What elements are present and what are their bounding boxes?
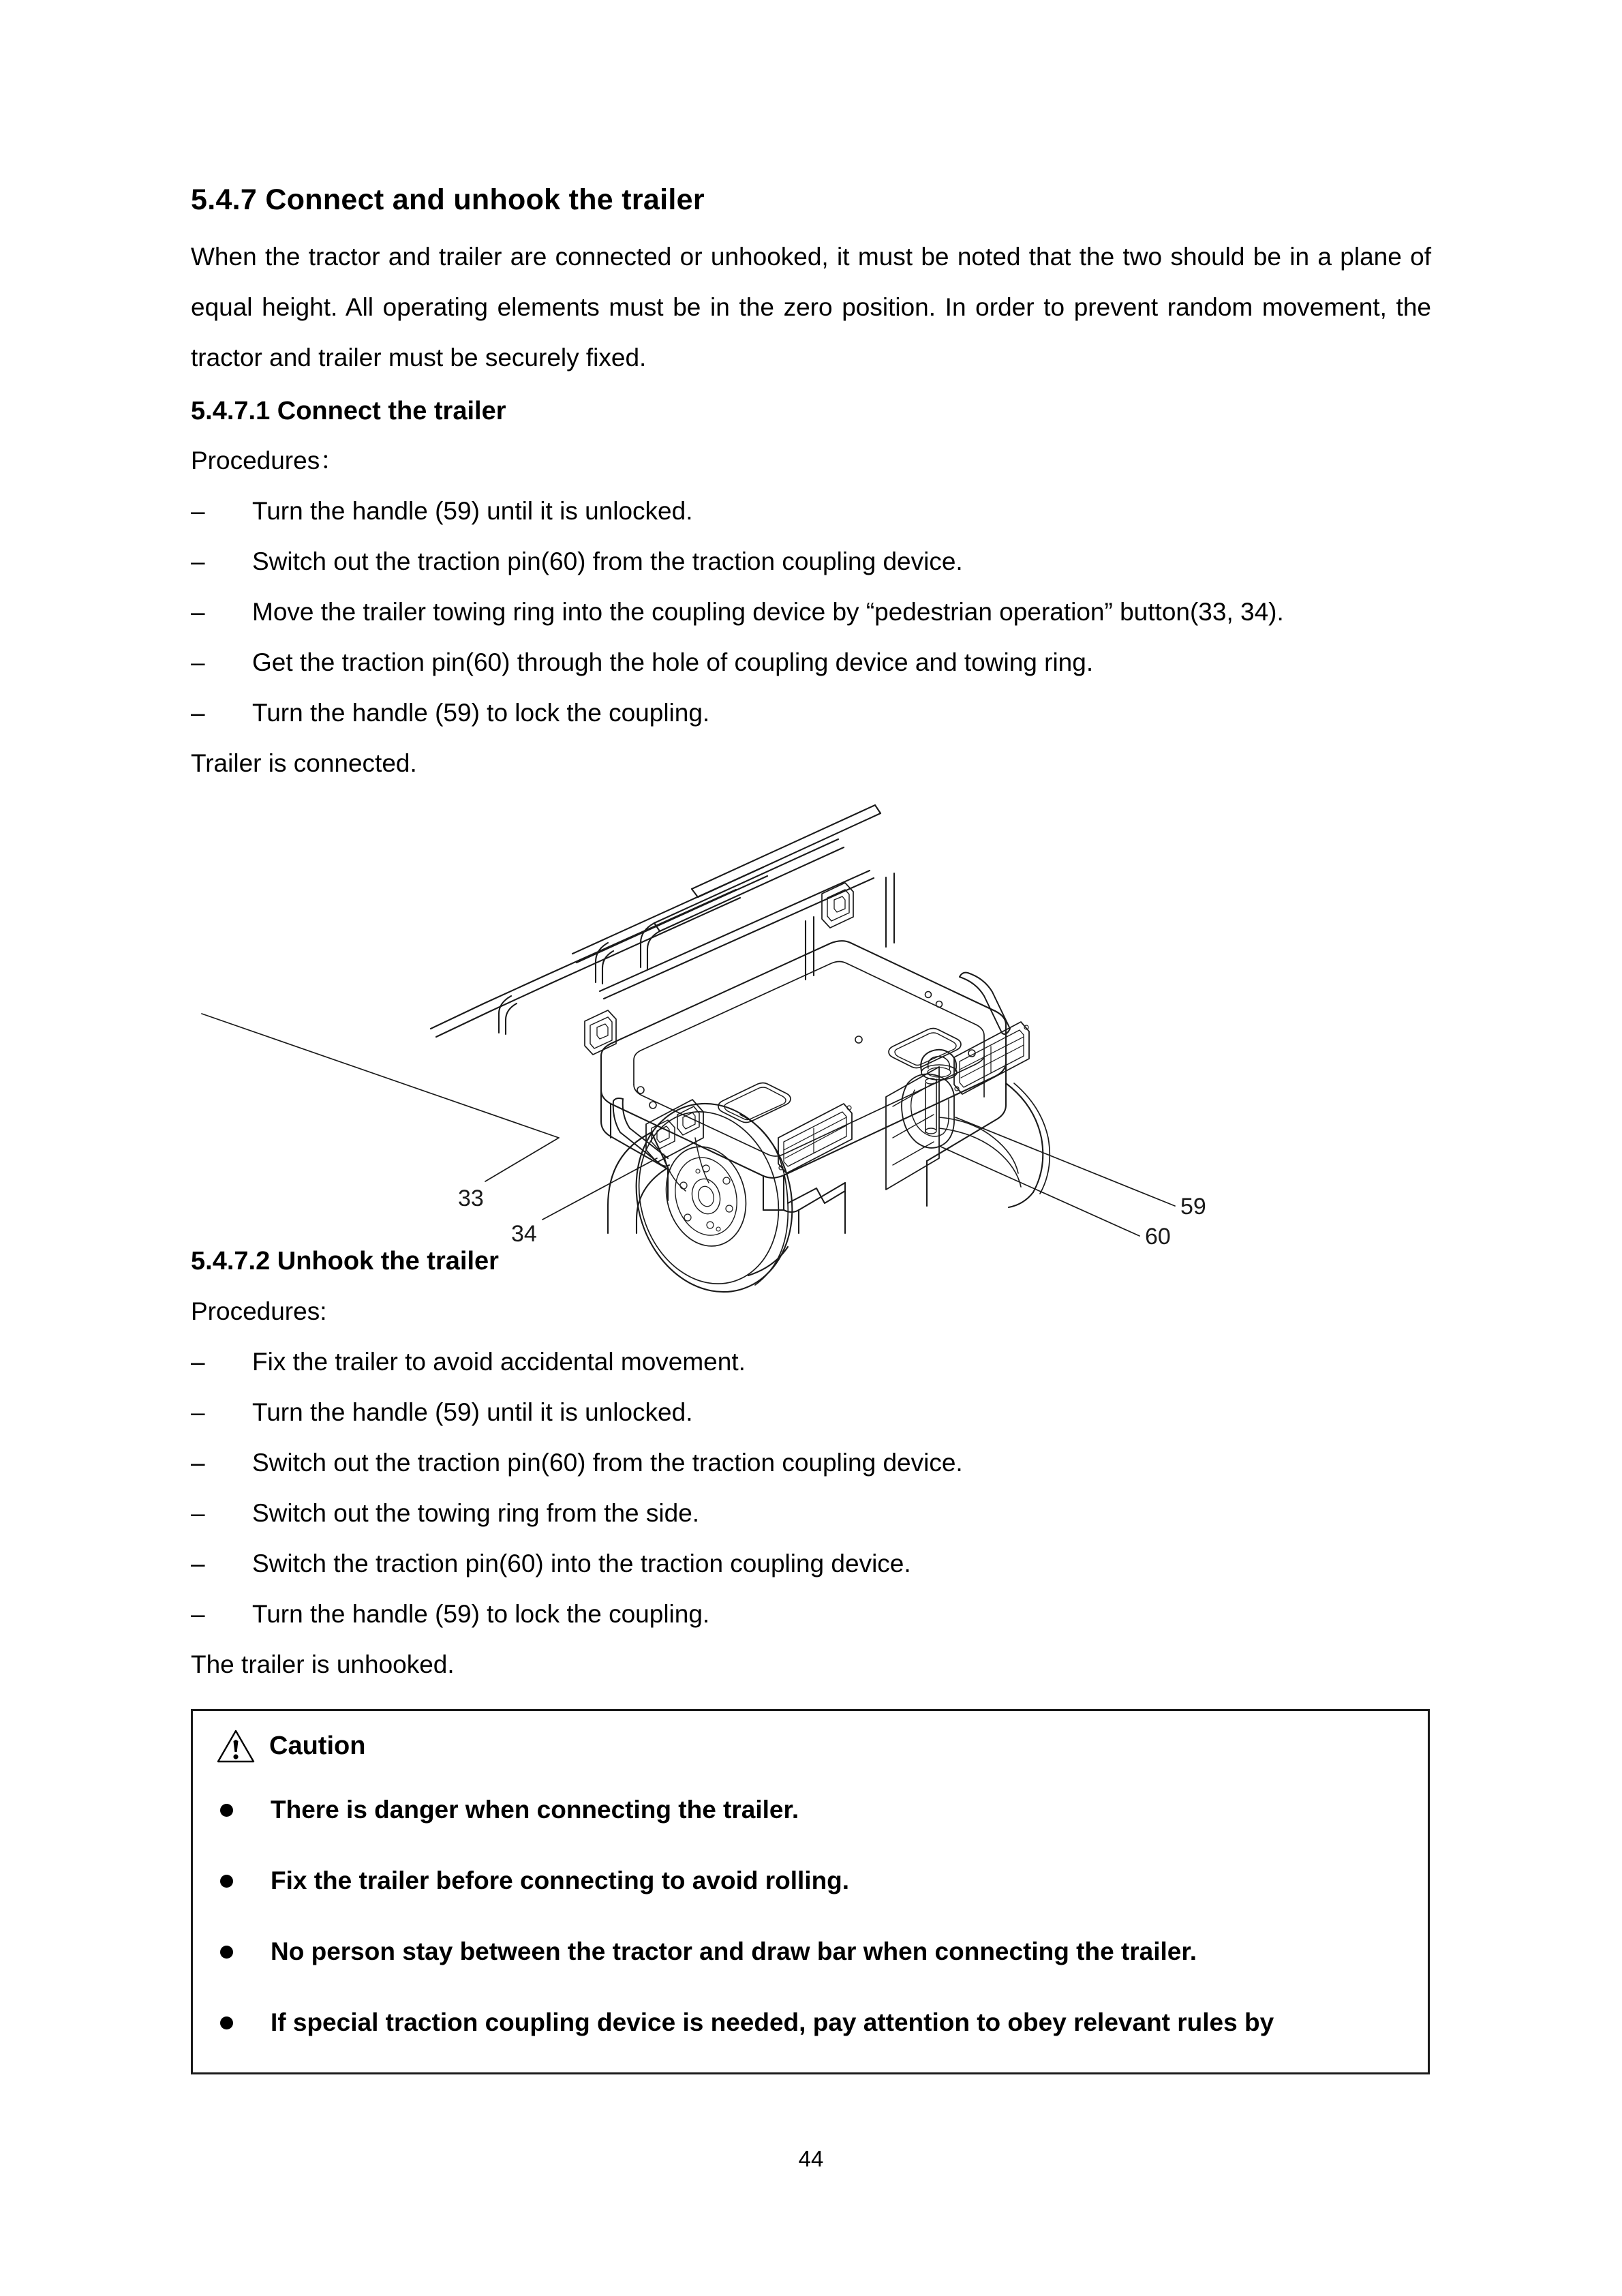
dash-marker: –: [191, 648, 205, 677]
page-number: 44: [798, 2146, 824, 2171]
list-item: [191, 587, 1431, 637]
list-item: [216, 1996, 1405, 2049]
list-item: [191, 486, 1431, 537]
dash-marker: –: [191, 547, 205, 576]
list-item-label: Switch out the towing ring from the side.: [252, 1498, 700, 1527]
callout-label-33: 33: [458, 1185, 484, 1212]
list-item-label: If special traction coupling device is needed, pay attention to obey relevant rules by: [271, 2008, 1274, 2036]
list-item-label: Move the trailer towing ring into the coupling device by “pedestrian operation” button(33, 34).: [252, 598, 1284, 626]
dash-marker: –: [191, 1599, 205, 1628]
dash-marker: –: [191, 1347, 205, 1376]
caution-items-list: [216, 1783, 1405, 2049]
unhook-procedures-label: Procedures:: [191, 1297, 327, 1325]
dash-marker: –: [191, 1498, 205, 1527]
callout-label-60: 60: [1145, 1224, 1171, 1250]
list-item: [191, 1488, 1431, 1539]
dash-marker: –: [191, 598, 205, 626]
bullet-icon: [220, 1946, 233, 1959]
dash-marker: –: [191, 1549, 205, 1577]
heading-connect-trailer: 5.4.7.1 Connect the trailer: [191, 396, 506, 425]
dash-marker: –: [191, 1448, 205, 1477]
unhook-closing-text: The trailer is unhooked.: [191, 1650, 455, 1678]
bullet-icon: [220, 2016, 233, 2029]
list-item-label: Get the traction pin(60) through the hole of coupling device and towing ring.: [252, 648, 1094, 677]
callout-label-34: 34: [511, 1221, 537, 1248]
callout-label-59: 59: [1180, 1194, 1206, 1220]
page-title: 5.4.7 Connect and unhook the trailer: [191, 183, 705, 216]
list-item-label: Switch out the traction pin(60) from the traction coupling device.: [252, 547, 963, 576]
list-item-label: Switch out the traction pin(60) from the traction coupling device.: [252, 1448, 963, 1477]
list-item: [191, 1589, 1431, 1640]
list-item: [191, 537, 1431, 587]
list-item-label: Fix the trailer before connecting to avoid rolling.: [271, 1866, 850, 1894]
list-item-label: Turn the handle (59) to lock the coupling.: [252, 699, 710, 727]
list-item: [191, 637, 1431, 688]
list-item-label: Switch the traction pin(60) into the traction coupling device.: [252, 1549, 911, 1577]
list-item-label: There is danger when connecting the trailer.: [271, 1795, 799, 1824]
dash-marker: –: [191, 497, 205, 526]
list-item-label: Fix the trailer to avoid accidental movement.: [252, 1347, 746, 1376]
page-content: [191, 183, 1431, 2074]
heading-unhook-trailer: 5.4.7.2 Unhook the trailer: [191, 1247, 499, 1276]
list-item: [216, 1783, 1405, 1837]
connect-procedures-label: Procedures：: [191, 447, 346, 475]
warning-triangle-icon: [216, 1729, 256, 1764]
caution-box: [191, 1709, 1430, 2074]
caution-header: [216, 1729, 1405, 1764]
intro-paragraph: When the tractor and trailer are connected or unhooked, it must be noted that the two should be in a plane of equal height. All operating elements must be in the zero position. In order to prevent random movement, the tractor and trailer must be securely fixed.: [191, 242, 1431, 372]
list-item: [191, 688, 1431, 738]
list-item: [216, 1854, 1405, 1907]
list-item: [191, 1539, 1431, 1589]
dash-marker: –: [191, 1398, 205, 1426]
list-item-label: No person stay between the tractor and draw bar when connecting the trailer.: [271, 1937, 1197, 1965]
list-item: [191, 1387, 1431, 1438]
list-item-label: Turn the handle (59) until it is unlocked.: [252, 497, 693, 526]
list-item: [191, 1337, 1431, 1387]
bullet-icon: [220, 1875, 233, 1888]
unhook-steps-list: [191, 1337, 1431, 1640]
list-item: [216, 1925, 1405, 1978]
tractor-line-drawing: [191, 797, 1431, 1250]
list-item: [191, 1438, 1431, 1488]
list-item-label: Turn the handle (59) to lock the coupling.: [252, 1599, 710, 1628]
connect-closing-text: Trailer is connected.: [191, 749, 417, 778]
dash-marker: –: [191, 699, 205, 727]
caution-title: Caution: [269, 1731, 366, 1760]
bullet-icon: [220, 1804, 233, 1817]
tractor-illustration-figure: [191, 797, 1431, 1250]
list-item-label: Turn the handle (59) until it is unlocked.: [252, 1398, 693, 1426]
connect-steps-list: [191, 486, 1431, 738]
